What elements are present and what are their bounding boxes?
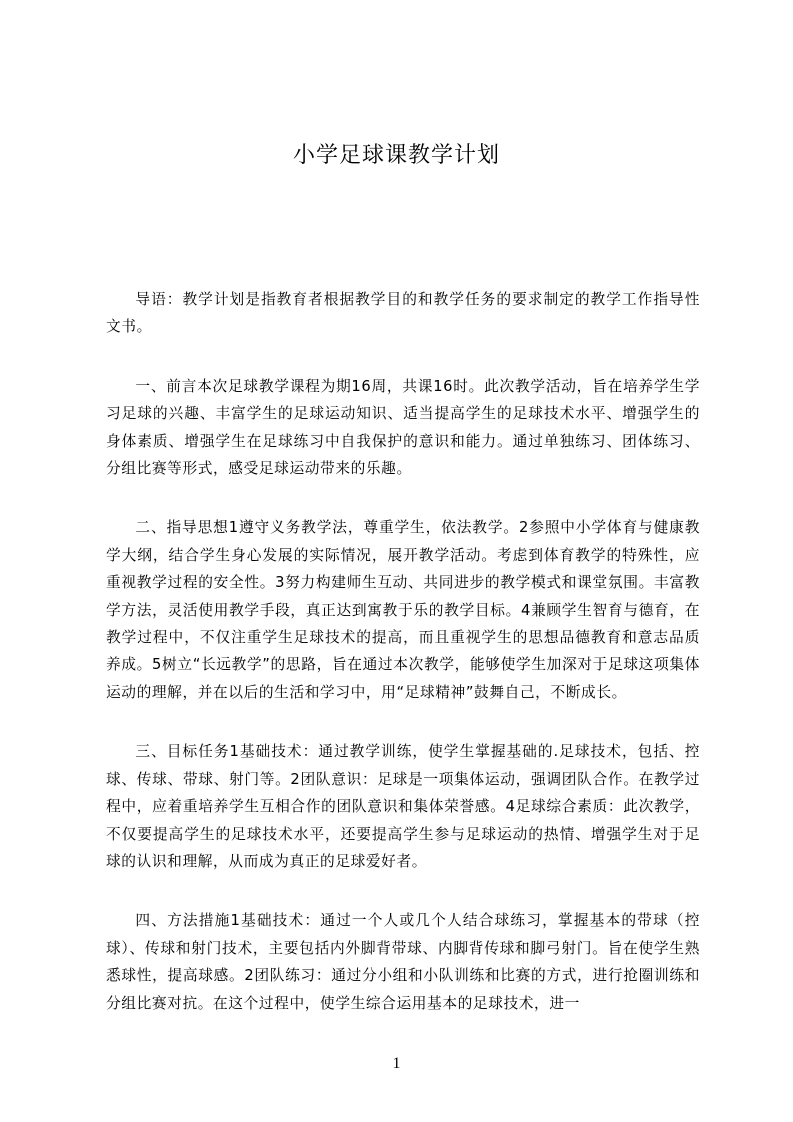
paragraph-methods: 四、方法措施1基础技术：通过一个人或几个人结合球练习，掌握基本的带球（控球）、传球和射门技术，主要包括内外脚背带球、内脚背传球和脚弓射门。旨在使学生熟悉球性，提高球感。2团队练习：通过分小组和小队训练和比赛的方式，进行抢圈训练和分组比赛对抗。在这个过程中，使学生综合运用基本的足球技术，进一 [106, 912, 700, 1012]
paragraph-preface: 一、前言本次足球教学课程为期16周，共课16时。此次教学活动，旨在培养学生学习足球的兴趣、丰富学生的足球运动知识、适当提高学生的足球技术水平、增强学生的身体素质、增强学生在足球练习中自我保护的意识和能力。通过单独练习、团体练习、分组比赛等形式，感受足球运动带来的乐趣。 [106, 377, 700, 478]
paragraph-goals: 三、目标任务1基础技术：通过教学训练，使学生掌握基础的.足球技术，包括、控球、传球、带球、射门等。2团队意识：足球是一项集体运动，强调团队合作。在教学过程中，应着重培养学生互相合作的团队意识和集体荣誉感。4足球综合素质：此次教学，不仅要提高学生的足球技术水平，还要提高学生参与足球运动的热情、增强学生对于足球的认识和理解，从而成为真正的足球爱好者。 [106, 743, 700, 870]
document-body [106, 286, 700, 1049]
page-number: 1 [392, 1055, 401, 1072]
paragraph-guiding-ideology: 二、指导思想1遵守义务教学法，尊重学生，依法教学。2参照中小学体育与健康教学大纲，结合学生身心发展的实际情况，展开教学活动。考虑到体育教学的特殊性，应重视教学过程的安全性。3努力构建师生互动、共同进步的教学模式和课堂氛围。丰富教学方法，灵活使用教学手段，真正达到寓教于乐的教学目标。4兼顾学生智育与德育，在教学过程中，不仅注重学生足球技术的提高，而且重视学生的思想品德教育和意志品质养成。5树立“长远教学”的思路，旨在通过本次教学，能够使学生加深对于足球这项集体运动的理解，并在以后的生活和学习中，用“足球精神”鼓舞自己，不断成长。 [106, 519, 700, 701]
paragraph-intro: 导语：教学计划是指教育者根据教学目的和教学任务的要求制定的教学工作指导性文书。 [106, 291, 700, 336]
document-title: 小学足球课教学计划 [292, 143, 500, 168]
